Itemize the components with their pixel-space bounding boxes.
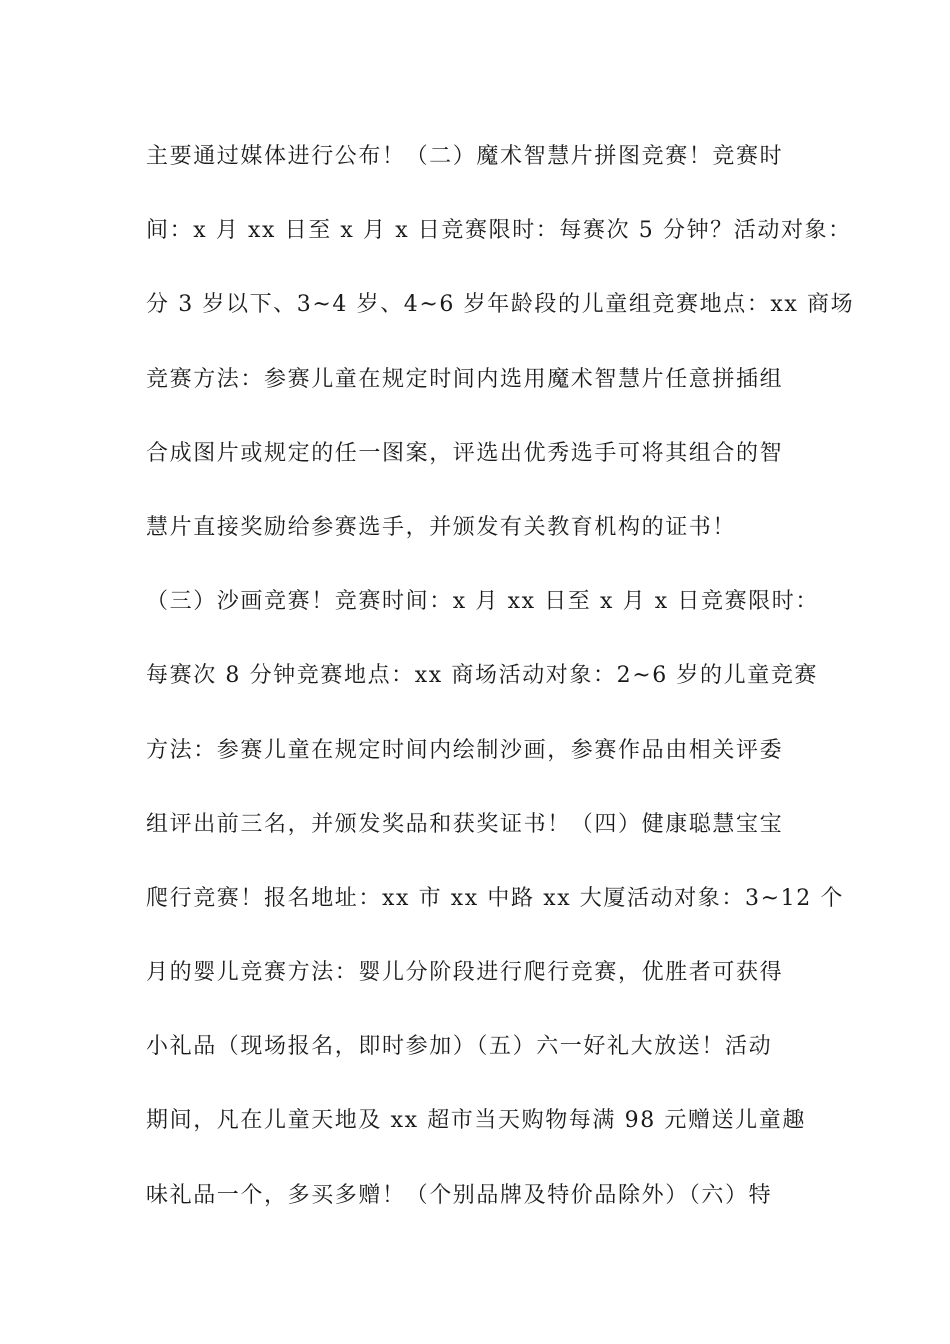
- text-line-15: 味礼品一个，多买多赠！（个别品牌及特价品除外）（六）特: [146, 1182, 773, 1208]
- document-text-body: [146, 130, 855, 1243]
- text-line-10: 组评出前三名，并颁发奖品和获奖证书！（四）健康聪慧宝宝: [146, 811, 784, 837]
- text-line-8: 每赛次 8 分钟竞赛地点：xx 商场活动对象：2~6 岁的儿童竞赛: [146, 663, 819, 689]
- text-line-6: 慧片直接奖励给参赛选手，并颁发有关教育机构的证书！: [146, 514, 737, 540]
- text-line-1: 主要通过媒体进行公布！（二）魔术智慧片拼图竞赛！竞赛时: [146, 144, 784, 169]
- text-line-14: 期间，凡在儿童天地及 xx 超市当天购物每满 98 元赠送儿童趣: [146, 1108, 806, 1134]
- text-line-7: （三）沙画竞赛！竞赛时间：x 月 xx 日至 x 月 x 日竞赛限时：: [146, 589, 819, 615]
- text-line-5: 合成图片或规定的任一图案，评选出优秀选手可将其组合的智: [146, 440, 784, 466]
- text-line-2: 间：x 月 xx 日至 x 月 x 日竞赛限时：每赛次 5 分钟？活动对象：: [146, 218, 852, 244]
- text-line-4: 竞赛方法：参赛儿童在规定时间内选用魔术智慧片任意拼插组: [146, 366, 784, 392]
- text-line-12: 月的婴儿竞赛方法：婴儿分阶段进行爬行竞赛，优胜者可获得: [146, 960, 784, 986]
- text-line-13: 小礼品（现场报名，即时参加）（五）六一好礼大放送！活动: [146, 1034, 773, 1060]
- text-line-11: 爬行竞赛！报名地址：xx 市 xx 中路 xx 大厦活动对象：3~12 个: [146, 885, 845, 911]
- text-line-9: 方法：参赛儿童在规定时间内绘制沙画，参赛作品由相关评委: [146, 737, 784, 763]
- text-line-3: 分 3 岁以下、3~4 岁、4~6 岁年龄段的儿童组竞赛地点：xx 商场: [146, 292, 855, 318]
